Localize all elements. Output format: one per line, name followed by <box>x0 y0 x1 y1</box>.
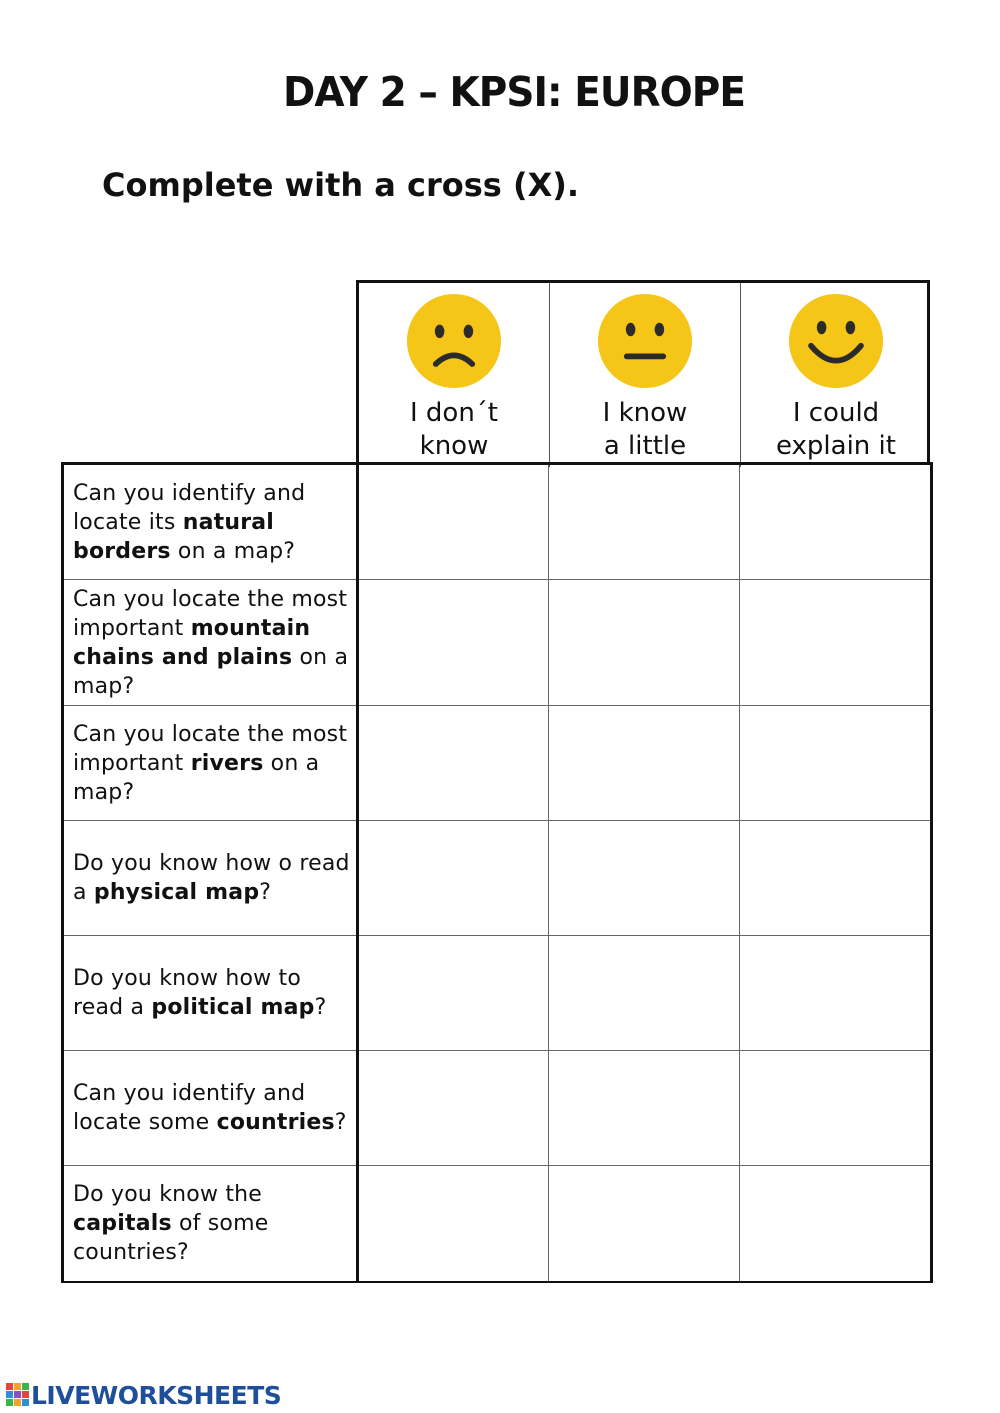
question-fragment: on a map? <box>73 644 349 699</box>
column-header-dont-know <box>359 283 549 467</box>
answer-cell-know-a-little[interactable] <box>549 706 740 821</box>
question-text <box>63 706 358 821</box>
question-keyword: natural borders <box>73 509 275 564</box>
question-keyword: rivers <box>190 750 264 776</box>
answer-cell-could-explain[interactable] <box>740 464 932 580</box>
question-fragment: ? <box>334 1110 347 1135</box>
table-row <box>63 1051 932 1166</box>
column-label: I could explain it <box>776 398 896 461</box>
answer-cell-could-explain[interactable] <box>740 1166 932 1282</box>
answer-cell-know-a-little[interactable] <box>549 821 740 936</box>
answer-cell-dont-know[interactable] <box>358 1166 549 1282</box>
column-header-could-explain <box>740 283 931 467</box>
question-fragment: ? <box>259 880 272 905</box>
question-fragment: on a map? <box>170 538 296 564</box>
question-fragment: Can you locate the most important <box>73 721 348 776</box>
answer-cell-could-explain[interactable] <box>740 1051 932 1166</box>
question-text <box>63 1051 358 1166</box>
question-text <box>63 1166 358 1282</box>
sad-face-icon <box>406 293 502 389</box>
question-text <box>63 580 358 706</box>
table-row <box>63 580 932 706</box>
question-keyword: mountain chains and plains <box>73 615 311 670</box>
answer-cell-could-explain[interactable] <box>740 821 932 936</box>
answer-cell-could-explain[interactable] <box>740 706 932 821</box>
question-text <box>63 936 358 1051</box>
question-fragment: Do you know how to read a <box>73 966 302 1020</box>
answer-cell-could-explain[interactable] <box>740 936 932 1051</box>
answer-cell-dont-know[interactable] <box>358 821 549 936</box>
column-label: I know a little <box>602 398 688 461</box>
answer-cell-dont-know[interactable] <box>358 464 549 580</box>
answer-cell-know-a-little[interactable] <box>549 936 740 1051</box>
instruction-text: Complete with a cross (X). <box>102 166 580 204</box>
question-keyword: physical map <box>93 880 260 905</box>
question-keyword: capitals <box>73 1210 172 1236</box>
table-row <box>63 821 932 936</box>
question-keyword: political map <box>151 995 315 1020</box>
table-row <box>63 1166 932 1282</box>
answer-cell-know-a-little[interactable] <box>549 1166 740 1282</box>
question-fragment: Can you identify and locate its <box>73 480 306 535</box>
column-label: I don´t know <box>409 398 499 461</box>
answer-cell-dont-know[interactable] <box>358 706 549 821</box>
question-fragment: on a map? <box>73 750 320 805</box>
table-row <box>63 464 932 580</box>
answer-cell-know-a-little[interactable] <box>549 580 740 706</box>
question-fragment: of some countries? <box>73 1210 269 1265</box>
answer-cell-know-a-little[interactable] <box>549 1051 740 1166</box>
answer-cell-dont-know[interactable] <box>358 936 549 1051</box>
footer-branding <box>6 1380 281 1410</box>
kpsi-table <box>61 462 933 1283</box>
answer-cell-dont-know[interactable] <box>358 580 549 706</box>
answer-cell-know-a-little[interactable] <box>549 464 740 580</box>
question-fragment: Can you locate the most important <box>73 586 348 641</box>
liveworksheets-logo-icon <box>6 1383 28 1407</box>
brand-name: LIVEWORKSHEETS <box>31 1380 282 1410</box>
question-fragment: Can you identify and locate some <box>73 1081 306 1135</box>
table-row <box>63 706 932 821</box>
question-text <box>63 464 358 580</box>
question-keyword: countries <box>216 1110 335 1135</box>
question-fragment: ? <box>314 995 327 1020</box>
column-header-know-a-little <box>549 283 740 467</box>
answer-cell-could-explain[interactable] <box>740 580 932 706</box>
answer-cell-dont-know[interactable] <box>358 1051 549 1166</box>
question-text <box>63 821 358 936</box>
smiling-face-icon <box>788 293 884 389</box>
table-row <box>63 936 932 1051</box>
worksheet-title: DAY 2 – KPSI: EUROPE <box>282 68 746 116</box>
question-fragment: Do you know how o read a <box>73 851 350 905</box>
rating-header <box>356 280 930 464</box>
neutral-face-icon <box>597 293 693 389</box>
question-fragment: Do you know the <box>73 1181 263 1207</box>
